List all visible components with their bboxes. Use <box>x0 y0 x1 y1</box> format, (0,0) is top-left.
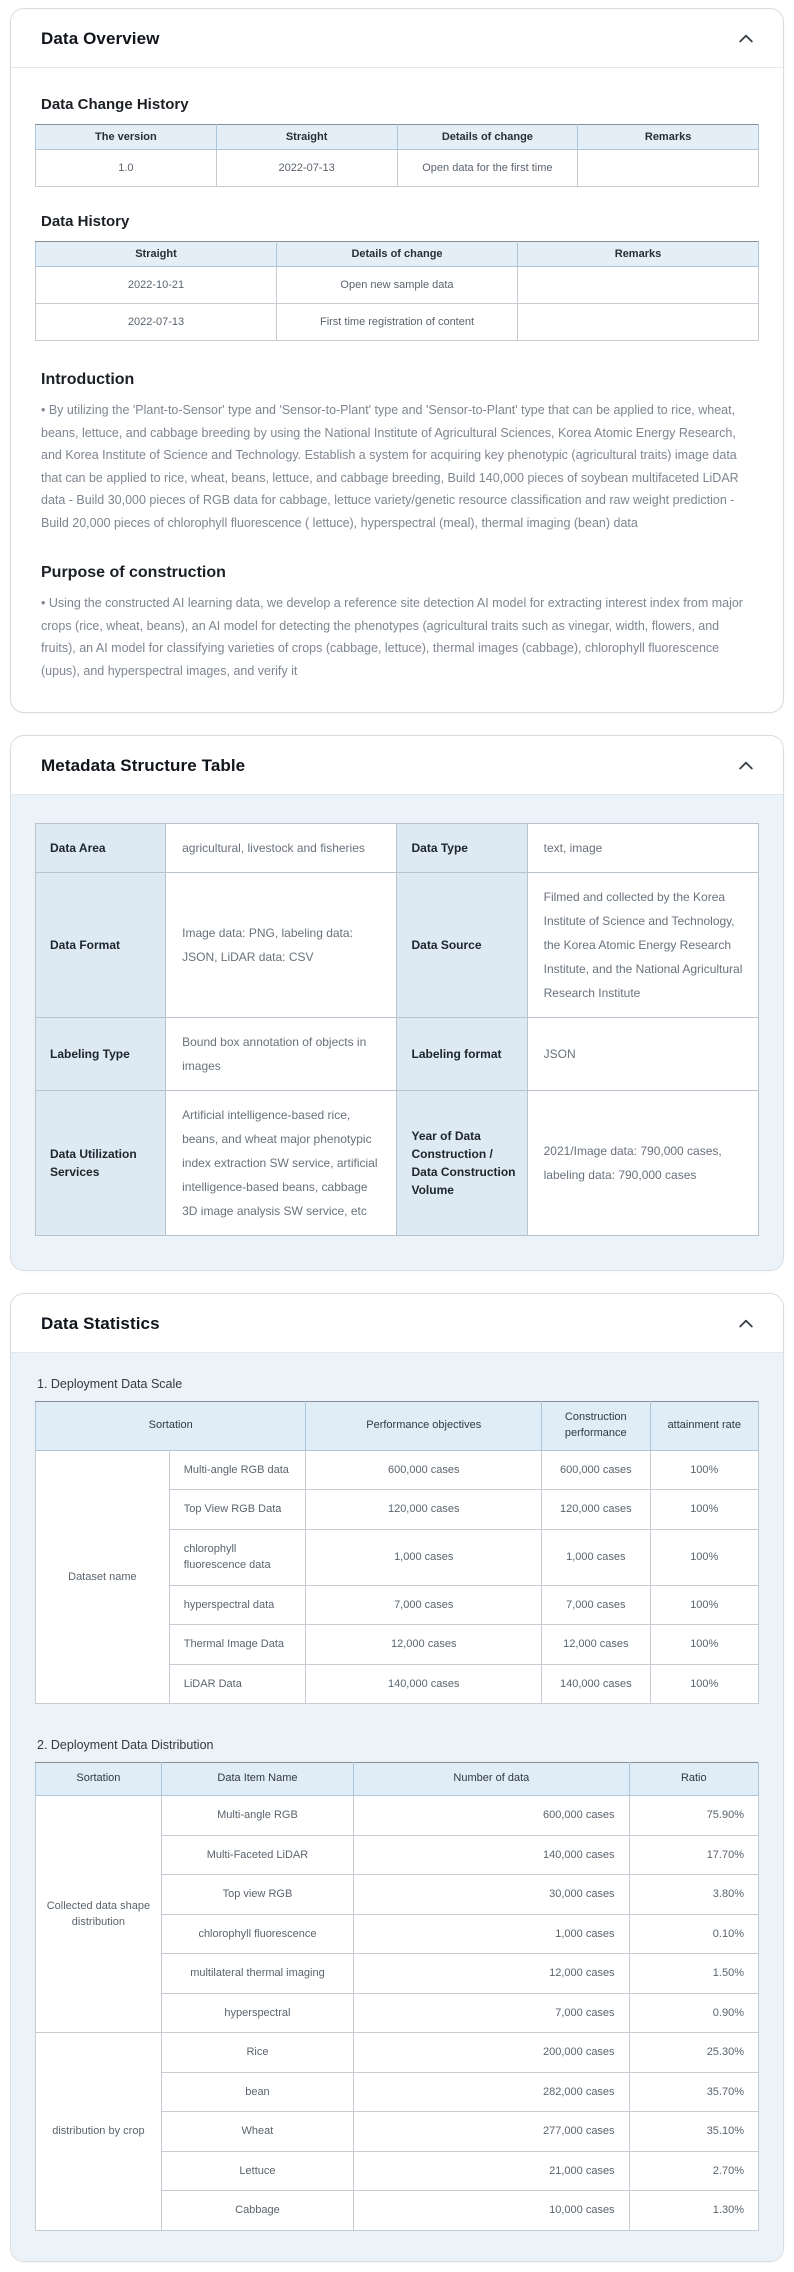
panel-title: Data Statistics <box>41 1314 160 1333</box>
dataset-name-cell: LiDAR Data <box>169 1664 306 1704</box>
column-header: Sortation <box>36 1763 162 1796</box>
data-item-cell: Multi-angle RGB <box>161 1796 353 1836</box>
table-row <box>36 267 759 304</box>
objective-cell: 600,000 cases <box>306 1450 542 1490</box>
ratio-cell: 25.30% <box>629 2033 758 2073</box>
panel-title: Metadata Structure Table <box>41 756 246 775</box>
column-header: Ratio <box>629 1763 758 1796</box>
column-header: Remarks <box>578 125 759 150</box>
column-header: The version <box>36 125 217 150</box>
column-header: Performance objectives <box>306 1402 542 1451</box>
metadata-row <box>36 824 759 873</box>
column-header: Details of change <box>277 242 518 267</box>
table-row <box>36 304 759 341</box>
distribution-heading: 2. Deployment Data Distribution <box>37 1738 214 1753</box>
metadata-label: Data Format <box>36 873 166 1018</box>
column-header: Remarks <box>518 242 759 267</box>
number-cell: 21,000 cases <box>354 2151 629 2191</box>
ratio-cell: 2.70% <box>629 2151 758 2191</box>
ratio-cell: 17.70% <box>629 1835 758 1875</box>
metadata-row <box>36 1091 759 1236</box>
metadata-value: Bound box annotation of objects in images <box>166 1018 397 1091</box>
chevron-up-icon[interactable] <box>735 755 757 777</box>
metadata-value: text, image <box>527 824 758 873</box>
dataset-name-cell: Multi-angle RGB data <box>169 1450 306 1490</box>
metadata-table <box>35 823 759 1236</box>
performance-cell: 140,000 cases <box>542 1664 650 1704</box>
performance-cell: 600,000 cases <box>542 1450 650 1490</box>
table-row <box>36 1450 759 1490</box>
metadata-label: Year of Data Construction / Data Construction Volume <box>397 1091 527 1236</box>
row-group-label: distribution by crop <box>36 2033 162 2231</box>
objective-cell: 140,000 cases <box>306 1664 542 1704</box>
attainment-cell: 100% <box>650 1529 758 1585</box>
header-row <box>36 1763 759 1796</box>
number-cell: 282,000 cases <box>354 2072 629 2112</box>
table-cell <box>518 304 759 341</box>
number-cell: 12,000 cases <box>354 1954 629 1994</box>
attainment-cell: 100% <box>650 1490 758 1530</box>
header-row <box>36 1402 759 1451</box>
deployment-data-distribution-table <box>35 1762 759 2230</box>
ratio-cell: 1.50% <box>629 1954 758 1994</box>
data-item-cell: Top view RGB <box>161 1875 353 1915</box>
table-row <box>36 2033 759 2073</box>
metadata-label: Labeling format <box>397 1018 527 1091</box>
table-row <box>36 1796 759 1836</box>
number-cell: 200,000 cases <box>354 2033 629 2073</box>
table-cell: Open data for the first time <box>397 150 578 187</box>
metadata-value: JSON <box>527 1018 758 1091</box>
header-row <box>36 125 759 150</box>
data-statistics-header[interactable] <box>11 1294 783 1353</box>
metadata-structure-body <box>11 795 783 1270</box>
number-cell: 1,000 cases <box>354 1914 629 1954</box>
objective-cell: 120,000 cases <box>306 1490 542 1530</box>
attainment-cell: 100% <box>650 1450 758 1490</box>
table-cell <box>518 267 759 304</box>
objective-cell: 7,000 cases <box>306 1585 542 1625</box>
performance-cell: 7,000 cases <box>542 1585 650 1625</box>
data-item-cell: hyperspectral <box>161 1993 353 2033</box>
data-history-heading: Data History <box>41 213 130 230</box>
data-statistics-body <box>11 1353 783 2261</box>
metadata-value: 2021/Image data: 790,000 cases, labeling data: 790,000 cases <box>527 1091 758 1236</box>
data-item-cell: Wheat <box>161 2112 353 2152</box>
number-cell: 30,000 cases <box>354 1875 629 1915</box>
ratio-cell: 1.30% <box>629 2191 758 2231</box>
dataset-name-cell: Top View RGB Data <box>169 1490 306 1530</box>
objective-cell: 12,000 cases <box>306 1625 542 1665</box>
header-row <box>36 242 759 267</box>
number-cell: 10,000 cases <box>354 2191 629 2231</box>
dataset-name-cell: chlorophyll fluorescence data <box>169 1529 306 1585</box>
dataset-name-cell: Thermal Image Data <box>169 1625 306 1665</box>
deployment-data-scale-table <box>35 1401 759 1704</box>
data-item-cell: multilateral thermal imaging <box>161 1954 353 1994</box>
column-header: Straight <box>36 242 277 267</box>
metadata-label: Data Area <box>36 824 166 873</box>
table-cell: 2022-07-13 <box>216 150 397 187</box>
purpose-text: • Using the constructed AI learning data, we develop a reference site detection AI model for extracting interest index from major crops (rice, wheat, beans), an AI model for detecting the phenotypes (agricultural traits such as vinegar, width, flowers, and fruits), an AI model for classifying varieties of crops (cabbage, lettuce), thermal images (cabbage), chlorophyll fluorescence (upus), and hyperspectral images, and verify it <box>41 596 743 678</box>
row-group-label: Dataset name <box>36 1450 170 1704</box>
table-row <box>36 150 759 187</box>
introduction-text: • By utilizing the 'Plant-to-Sensor' type and 'Sensor-to-Plant' type and 'Sensor-to-Plant' type that can be applied to rice, wheat, beans, lettuce, and cabbage breeding by using the National Institute of Agricultural Sciences, Korea Atomic Energy Research, and Korea Institute of Science and Technology. Establish a system for acquiring key phenotypic (agricultural traits) image data that can be applied to rice, wheat, beans, lettuce, and cabbage breeding, Build 140,000 pieces of soybean multifaceted LiDAR data - Build 30,000 pieces of RGB data for cabbage, lettuce variety/genetic resource classification and raw weight prediction - Build 20,000 pieces of chlorophyll fluorescence ( lettuce), hyperspectral (meal), thermal imaging (bean) data <box>41 403 739 530</box>
data-history-table <box>35 241 759 341</box>
data-item-cell: Cabbage <box>161 2191 353 2231</box>
change-history-heading: Data Change History <box>41 96 189 113</box>
metadata-label: Labeling Type <box>36 1018 166 1091</box>
number-cell: 277,000 cases <box>354 2112 629 2152</box>
table-cell: 2022-07-13 <box>36 304 277 341</box>
number-cell: 140,000 cases <box>354 1835 629 1875</box>
metadata-label: Data Source <box>397 873 527 1018</box>
number-cell: 600,000 cases <box>354 1796 629 1836</box>
ratio-cell: 0.10% <box>629 1914 758 1954</box>
data-overview-body <box>11 68 783 712</box>
data-overview-panel <box>10 8 784 713</box>
column-header: Details of change <box>397 125 578 150</box>
data-item-cell: chlorophyll fluorescence <box>161 1914 353 1954</box>
metadata-value: Image data: PNG, labeling data: JSON, LiDAR data: CSV <box>166 873 397 1018</box>
metadata-value: Filmed and collected by the Korea Institute of Science and Technology, the Korea Atomic Energy Research Institute, and the National Agricultural Research Institute <box>527 873 758 1018</box>
ratio-cell: 35.70% <box>629 2072 758 2112</box>
dataset-name-cell: hyperspectral data <box>169 1585 306 1625</box>
ratio-cell: 0.90% <box>629 1993 758 2033</box>
column-header: attainment rate <box>650 1402 758 1451</box>
table-cell: 2022-10-21 <box>36 267 277 304</box>
data-item-cell: bean <box>161 2072 353 2112</box>
column-header: Number of data <box>354 1763 629 1796</box>
column-header: Straight <box>216 125 397 150</box>
column-header: Data Item Name <box>161 1763 353 1796</box>
attainment-cell: 100% <box>650 1625 758 1665</box>
introduction-heading: Introduction <box>41 371 135 388</box>
table-cell: Open new sample data <box>277 267 518 304</box>
ratio-cell: 3.80% <box>629 1875 758 1915</box>
metadata-value: Artificial intelligence-based rice, beans, and wheat major phenotypic index extraction SW service, artificial intelligence-based beans, cabbage 3D image analysis SW service, etc <box>166 1091 397 1236</box>
metadata-label: Data Utilization Services <box>36 1091 166 1236</box>
row-group-label: Collected data shape distribution <box>36 1796 162 2033</box>
metadata-row <box>36 873 759 1018</box>
scale-heading: 1. Deployment Data Scale <box>37 1377 183 1391</box>
metadata-structure-panel <box>10 735 784 1271</box>
data-item-cell: Multi-Faceted LiDAR <box>161 1835 353 1875</box>
metadata-label: Data Type <box>397 824 527 873</box>
attainment-cell: 100% <box>650 1664 758 1704</box>
attainment-cell: 100% <box>650 1585 758 1625</box>
data-overview-header[interactable] <box>11 9 783 68</box>
metadata-row <box>36 1018 759 1091</box>
chevron-up-icon[interactable] <box>735 28 757 50</box>
chevron-up-icon[interactable] <box>735 1313 757 1335</box>
data-statistics-panel <box>10 1293 784 2262</box>
performance-cell: 12,000 cases <box>542 1625 650 1665</box>
change-history-table <box>35 124 759 187</box>
metadata-value: agricultural, livestock and fisheries <box>166 824 397 873</box>
data-item-cell: Lettuce <box>161 2151 353 2191</box>
ratio-cell: 35.10% <box>629 2112 758 2152</box>
ratio-cell: 75.90% <box>629 1796 758 1836</box>
panel-title: Data Overview <box>41 29 160 48</box>
objective-cell: 1,000 cases <box>306 1529 542 1585</box>
metadata-structure-header[interactable] <box>11 736 783 795</box>
performance-cell: 120,000 cases <box>542 1490 650 1530</box>
column-header: Sortation <box>36 1402 306 1451</box>
number-cell: 7,000 cases <box>354 1993 629 2033</box>
table-cell: First time registration of content <box>277 304 518 341</box>
performance-cell: 1,000 cases <box>542 1529 650 1585</box>
column-header: Construction performance <box>542 1402 650 1451</box>
data-item-cell: Rice <box>161 2033 353 2073</box>
purpose-heading: Purpose of construction <box>41 564 226 581</box>
table-cell <box>578 150 759 187</box>
table-cell: 1.0 <box>36 150 217 187</box>
